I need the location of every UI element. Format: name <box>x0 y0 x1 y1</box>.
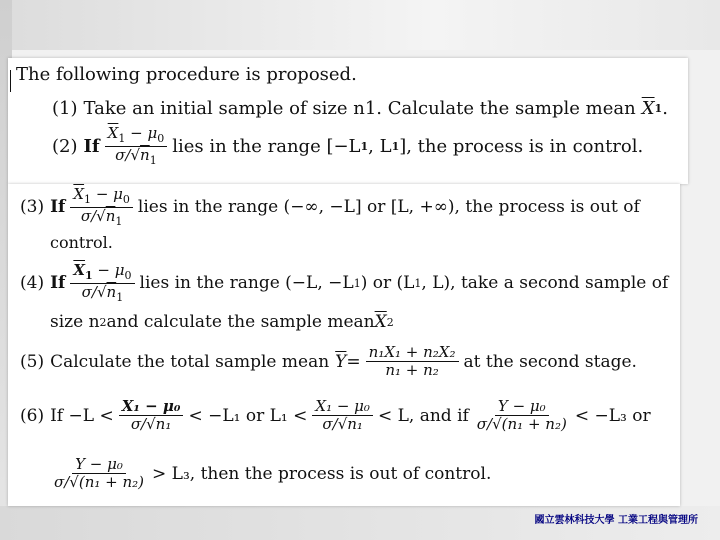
step-6-fraction-3: $\frac{\text{Y − μ₀}}{\text{σ/√(n₁ + n₂)}}$ <box>476 397 567 434</box>
step-5: (5) Calculate the total sample mean $\overline{Y}$ = $\frac{\text{n₁X₁ + n₂X₂}}{\text{n₁ + n₂}}$ at the second stage. <box>20 343 637 380</box>
step-4: (4) If $\frac{\overline{X}_1 - \mu_0}{\sigma/√n_1}$ lies in the range (−L, −L 1 ) or (L 1 , L), take a second sample of <box>20 261 669 304</box>
step-2-fraction: $\frac{\overline{X}_1 - \mu_0}{\sigma/√n_1}$ <box>105 125 168 167</box>
step-6-fraction-2: $\frac{\text{X₁ − μ₀}}{\text{σ/√n₁}}$ <box>312 398 373 434</box>
step-2: (2) If $\frac{\overline{X}_1 - \mu_0}{\sigma/√n_1}$ lies in the range [−L 1 , L 1 ], the process is in control. <box>52 124 644 167</box>
step-3-continuation: control. <box>50 233 113 252</box>
step-3-fraction: $\frac{\overline{X}_1 - \mu_0}{\sigma/√n_1}$ <box>70 186 133 228</box>
step-6: (6) If −L < $\frac{\text{X₁ − μ₀}}{\text{σ/√n₁}}$ < −L₁ or L₁ < $\frac{\text{X₁ − μ₀}}{\text{σ/√n₁}}$ < L, and if $\frac{\text{Y − μ₀}}{\text{σ/√(n₁ + n₂)}}$ < −L₃ or <box>20 397 651 434</box>
intro-text: The following procedure is proposed. <box>16 64 357 85</box>
step-6-continuation: $\frac{\text{Y − μ₀}}{\text{σ/√(n₁ + n₂)}}$ > L₃, then the process is out of control. <box>46 456 491 492</box>
step-4-fraction: $\frac{\overline{X}_1 - \mu_0}{\sigma/√n_1}$ <box>70 262 134 304</box>
text-cursor <box>10 70 11 92</box>
institution-footer: 國立雲林科技大學 工業工程與管理所 <box>534 515 698 526</box>
step-3: (3) If $\frac{\overline{X}_1 - \mu_0}{\sigma/√n_1}$ lies in the range (−∞, −L] or [L, +∞), the process is out of <box>20 185 640 228</box>
step-4-continuation: size n 2 and calculate the sample mean $\overline{X}$ 2 <box>50 312 394 332</box>
step-6-fraction-4: $\frac{\text{Y − μ₀}}{\text{σ/√(n₁ + n₂)}}$ <box>54 455 145 492</box>
slide-background-top <box>0 0 720 50</box>
step-5-fraction: $\frac{\text{n₁X₁ + n₂X₂}}{\text{n₁ + n₂}}$ <box>366 344 459 380</box>
step-1: (1) Take an initial sample of size n1. Calculate the sample mean $\overline{X}$ 1 . <box>52 98 668 119</box>
step-6-fraction-1: $\frac{\text{X₁ − μ₀}}{\text{σ/√n₁}}$ <box>119 398 184 434</box>
